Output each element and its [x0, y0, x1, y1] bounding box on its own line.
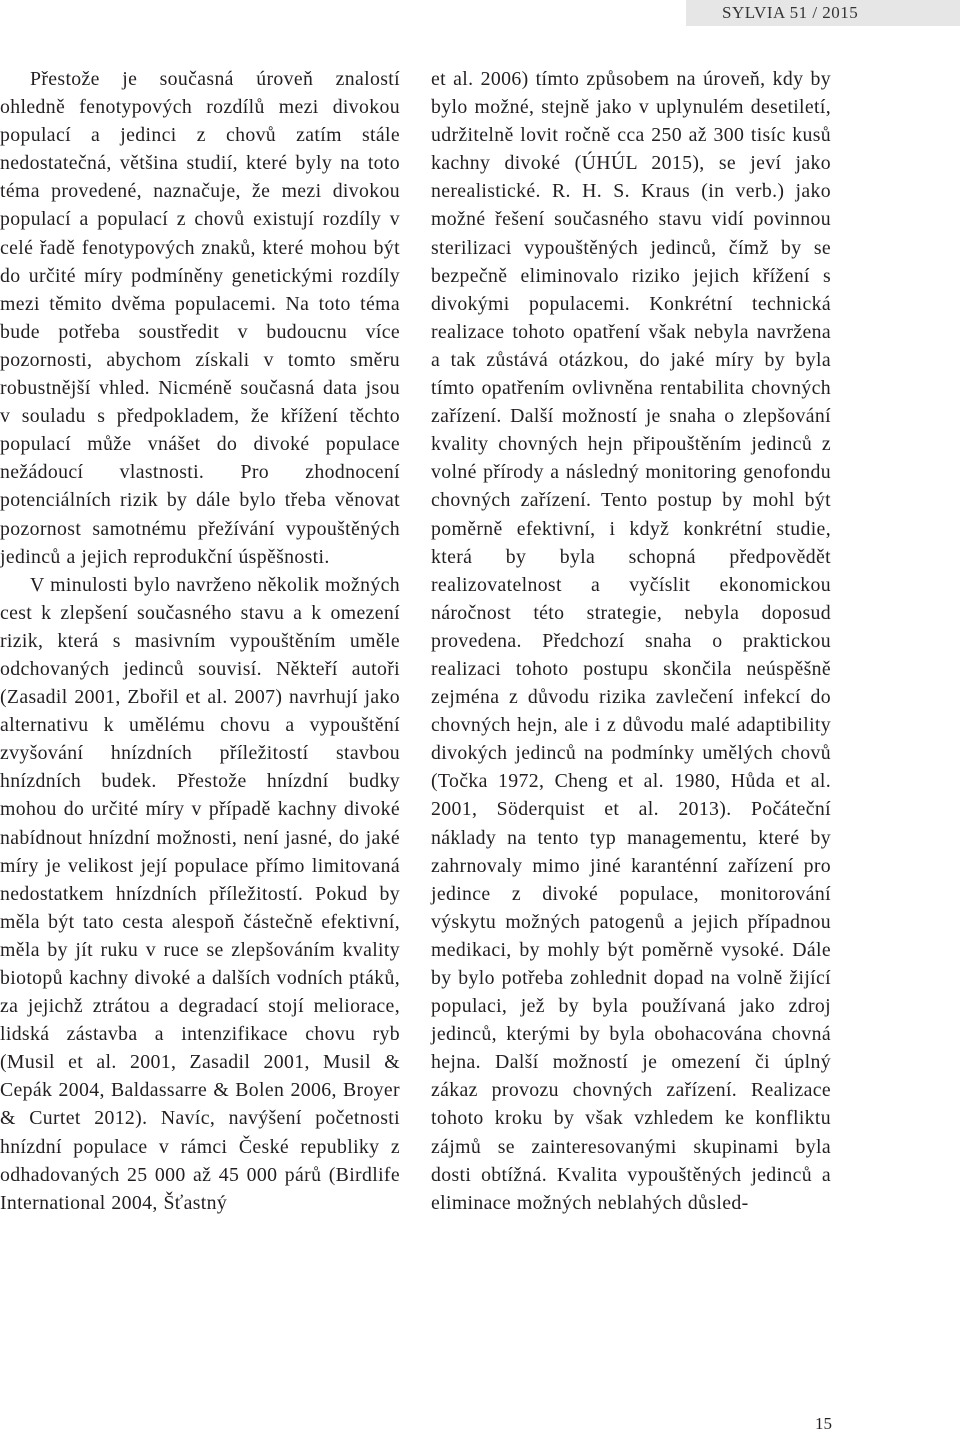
journal-issue-label: SYLVIA 51 / 2015: [686, 0, 960, 26]
paragraph: Přestože je současná úroveň znalostí ohledně fenotypových rozdílů mezi divokou populací a jedinci z chovů zatím stále nedostatečná, většina studií, které byly na toto téma provedené, naznačuje, že mezi divokou populací a populací z chovů existují rozdíly v celé řadě fenotypových znaků, které mohou být do určité míry podmíněny genetickými rozdíly mezi těmito dvěma populacemi. Na toto téma bude potřeba soustředit v budoucnu více pozornosti, abychom získali v tomto směru robustnější vhled. Nicméně současná data jsou v souladu s předpokladem, že křížení těchto populací může vnášet do divoké populace nežádoucí vlastnosti. Pro zhodnocení potenciálních rizik by dále bylo třeba věnovat pozornost samotnému přežívání vypouštěných jedinců a jejich reprodukční úspěšnosti.: [0, 68, 400, 568]
paragraph: V minulosti bylo navrženo několik možných cest k zlepšení současného stavu a k omezení rizik, která s masivním vypouštěním uměle odchovaných jedinců souvisí. Někteří autoři (Zasadil 2001, Zbořil et al. 2007) navrhují jako alternativu k umělému chovu a vypouštění zvyšování hnízdních příležitostí stavbou hnízdních budek. Přestože hnízdní budky mohou do určité míry v případě kachny divoké nabídnout hnízdní možnosti, není jasné, do jaké míry je velikost její populace přímo limitovaná nedostatkem hnízdních příležitostí. Pokud by měla být tato cesta alespoň částečně efektivní, měla by jít ruku v ruce se zlepšováním kvality biotopů kachny divoké a dalších vodních ptáků, za jejichž ztrátou a degradací stojí meliorace, lidská zástavba a intenzifikace chovu ryb (Musil et al. 2001, Zasadil 2001, Musil & Cepák 2004, Baldassarre & Bolen 2006, Broyer & Curtet 2012). Navíc, navýšení početnosti hnízdní populace v rámci České republiky z odhadovaných 25 000 až 45 000 párů (Birdlife International 2004, Šťastný: [0, 573, 400, 1214]
paragraph-continuation: et al. 2006) tímto způsobem na úroveň, kdy by bylo možné, stejně jako v uplynulém desetiletí, udržitelně lovit ročně cca 250 až 300 tisíc kusů kachny divoké (ÚHÚL 2015), se jeví jako nerealistické. R. H. S. Kraus (in verb.) jako možné řešení současného stavu vidí povinnou sterilizaci vypouštěných jedinců, čímž by se bezpečně eliminovalo riziko jejich křížení s divokými populacemi. Konkrétní technická realizace tohoto opatření však nebyla navržena a tak zůstává otázkou, do jaké míry by byla tímto opatřením ovlivněna rentabilita chovných zařízení. Další možností je snaha o zlepšování kvality chovných hejn připouštěním jedinců z volné přírody a následný monitoring genofondu chovných zařízení. Tento postup by mohl být poměrně efektivní, i když konkrétní studie, která by byla schopná předpovědět realizovatelnost a vyčíslit ekonomickou náročnost této strategie, nebyla doposud provedena. Předchozí snaha o praktickou realizaci tohoto postupu skončila neúspěšně zejména z důvodu rizika zavlečení infekcí do chovných hejn, ale i z důvodu malé adaptibility divokých jedinců na podmínky umělých chovů (Točka 1972, Cheng et al. 1980, Hůda et al. 2001, Söderquist et al. 2013). Počáteční náklady na tento typ managementu, které by zahrnovaly mimo jiné karanténní zařízení pro jedince z divoké populace, monitorování výskytu možných patogenů a jejich případnou medikaci, by mohly být poměrně vysoké. Dále by bylo potřeba zohlednit dopad na volně žijící populaci, jež by byla používaná jako zdroj jedinců, kterými by byla obohacována chovná hejna. Další možností je omezení či úplný zákaz provozu chovných zařízení. Realizace tohoto kroku by však vzhledem ke konfliktu zájmů se zainteresovanými skupinami byla dosti obtížná. Kvalita vypouštěných jedinců a eliminace možných neblahých důsled-: [431, 68, 831, 1214]
left-text-column: [0, 65, 400, 1217]
right-text-column: [431, 65, 831, 1217]
page-number: 15: [815, 1414, 832, 1433]
running-header: [0, 0, 960, 26]
